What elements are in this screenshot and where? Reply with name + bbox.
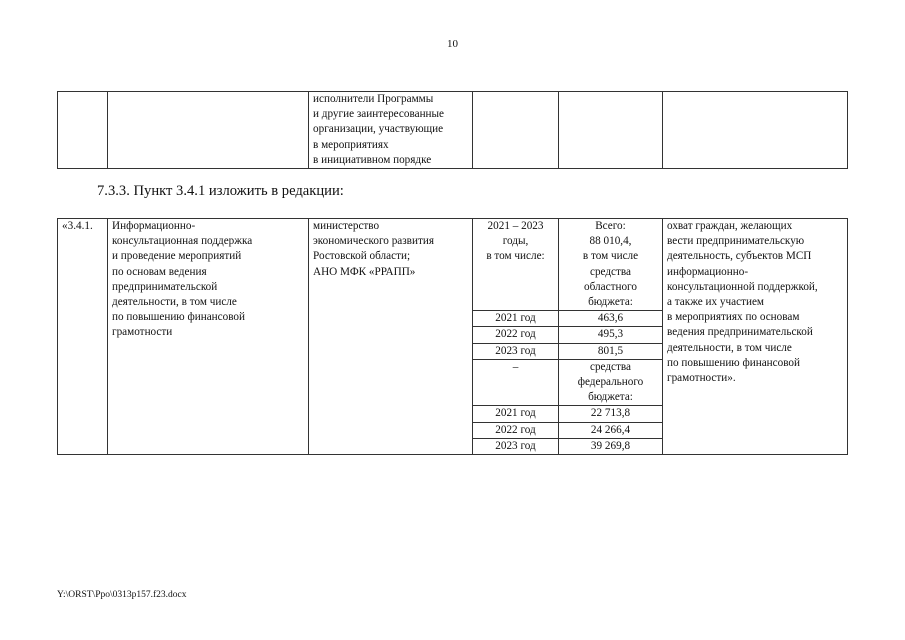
year-cell: 2021 год xyxy=(473,406,559,422)
cell-period xyxy=(473,92,559,169)
cell-number xyxy=(58,92,108,169)
cell-result xyxy=(663,92,848,169)
page-number: 10 xyxy=(447,38,458,50)
year-cell: 2022 год xyxy=(473,327,559,343)
table-row xyxy=(58,219,848,311)
amount-cell: 24 266,4 xyxy=(559,422,663,438)
year-cell: 2023 год xyxy=(473,438,559,454)
file-path: Y:\ORST\Ppo\0313p157.f23.docx xyxy=(57,590,187,600)
dash-cell: – xyxy=(473,359,559,406)
amount-cell: 495,3 xyxy=(559,327,663,343)
continuation-table xyxy=(57,91,848,169)
year-cell: 2021 год xyxy=(473,311,559,327)
amount-cell: 801,5 xyxy=(559,343,663,359)
federal-label: средства федерального бюджета: xyxy=(559,359,663,406)
cell-funding xyxy=(559,92,663,169)
item-number: «3.4.1. xyxy=(58,219,108,455)
period: 2021 – 2023 годы, в том числе: xyxy=(473,219,559,311)
program-table xyxy=(57,218,848,455)
cell-activity xyxy=(108,92,309,169)
amount-cell: 463,6 xyxy=(559,311,663,327)
activity-name: Информационно- консультационная поддержка и проведение мероприятий по основам ведения предпринимательской деятельности, в том числе по повышению финансовой грамотности xyxy=(108,219,309,455)
table-row xyxy=(58,92,848,169)
year-cell: 2023 год xyxy=(473,343,559,359)
amount-cell: 39 269,8 xyxy=(559,438,663,454)
year-cell: 2022 год xyxy=(473,422,559,438)
expected-result: охват граждан, желающих вести предпринимательскую деятельность, субъектов МСП информационно- консультационной поддержкой, а также их участием в мероприятиях по основам ведения предпринимательской деятельности, в том числе по повышению финансовой грамотности». xyxy=(663,219,848,455)
executors: министерство экономического развития Ростовской области; АНО МФК «РРАПП» xyxy=(309,219,473,455)
funding-total: Всего: 88 010,4, в том числе средства областного бюджета: xyxy=(559,219,663,311)
amount-cell: 22 713,8 xyxy=(559,406,663,422)
cell-executors: исполнители Программы и другие заинтересованные организации, участвующие в мероприятиях в инициативном порядке xyxy=(309,92,473,169)
amendment-heading: 7.3.3. Пункт 3.4.1 изложить в редакции: xyxy=(97,183,344,199)
